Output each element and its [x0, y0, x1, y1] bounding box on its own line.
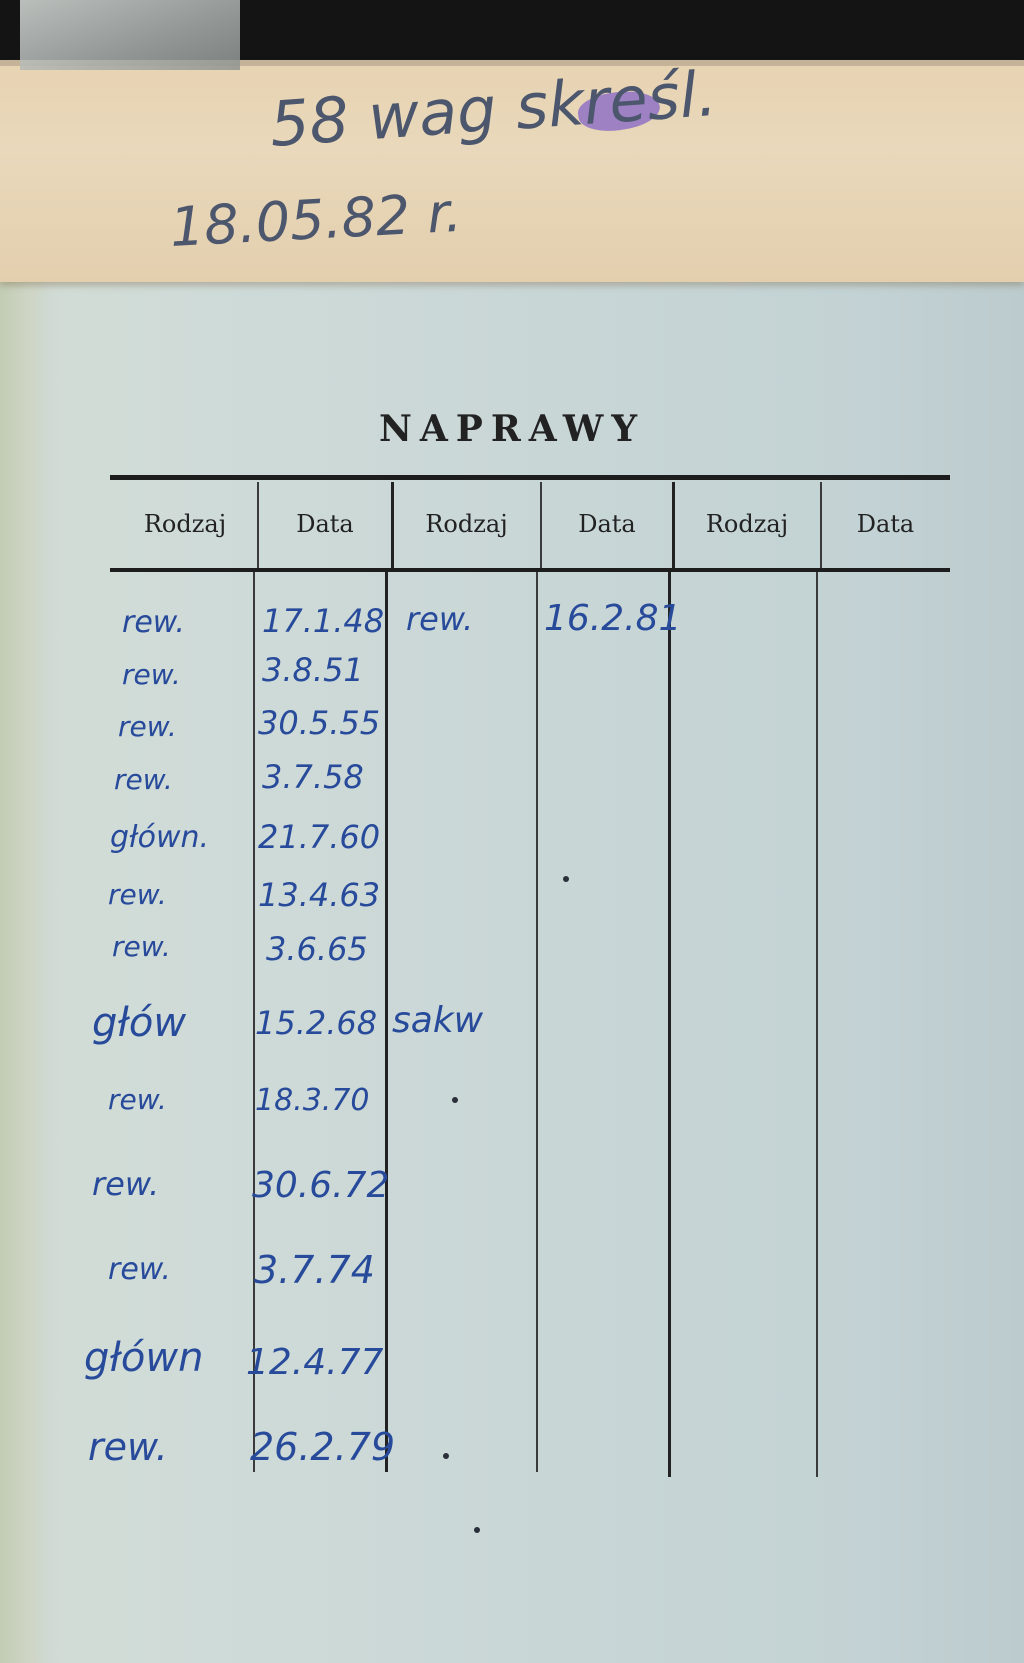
repair-kind: rew.: [122, 658, 181, 691]
repair-date: 12.4.77: [246, 1342, 384, 1383]
repair-date: 21.7.60: [258, 818, 381, 856]
repair-date: 30.6.72: [252, 1165, 390, 1206]
column-divider: [385, 572, 388, 1472]
header-rodzaj-2: Rodzaj: [425, 510, 508, 538]
column-divider: [668, 572, 671, 1477]
repair-kind: rew.: [108, 1083, 167, 1116]
repair-date: 17.1.48: [262, 602, 385, 640]
paper-speck: [474, 1527, 480, 1533]
header-divider: [820, 482, 822, 568]
card-edge: [0, 60, 50, 1663]
repair-kind: rew.: [112, 930, 171, 963]
handwritten-note-line1: 58 wag skreśl.: [267, 56, 719, 161]
header-rodzaj-1: Rodzaj: [143, 510, 227, 538]
repair-kind: rew.: [108, 878, 167, 911]
paper-speck: [452, 1097, 458, 1103]
header-data-1: Data: [296, 510, 354, 538]
repair-date: 18.3.70: [255, 1083, 370, 1118]
table-title: NAPRAWY: [378, 408, 646, 450]
repair-kind: główn: [84, 1335, 204, 1381]
header-rodzaj-3: Rodzaj: [705, 510, 789, 538]
repair-kind: rew.: [92, 1165, 160, 1203]
repair-date: 13.4.63: [258, 876, 381, 914]
header-divider: [540, 482, 542, 568]
repair-date: 3.6.65: [266, 930, 368, 968]
header-data-3: Data: [856, 510, 915, 538]
repair-date: 3.7.74: [254, 1248, 375, 1292]
repair-date: 3.8.51: [262, 651, 364, 689]
repair-kind: rew.: [88, 1425, 168, 1469]
repair-date: 30.5.55: [258, 704, 381, 742]
repair-date: 3.7.58: [262, 758, 364, 796]
repair-date: 16.2.81: [544, 598, 682, 639]
repair-kind: główn.: [110, 820, 210, 855]
repair-kind: sakw: [392, 1000, 484, 1041]
column-divider: [816, 572, 818, 1477]
repair-kind: rew.: [114, 763, 173, 796]
adhesive-tape: [20, 0, 240, 70]
repair-date: 26.2.79: [250, 1425, 396, 1469]
repair-kind: rew.: [118, 710, 177, 743]
repair-kind: głów: [92, 1000, 187, 1046]
handwritten-note-line2: 18.05.82 r.: [168, 180, 464, 259]
header-divider: [257, 482, 259, 568]
table-top-rule: [110, 475, 950, 480]
header-data-2: Data: [578, 510, 636, 538]
repair-kind: rew.: [108, 1252, 171, 1287]
paper-speck: [443, 1453, 449, 1459]
repair-kind: rew.: [122, 605, 185, 640]
column-divider: [536, 572, 538, 1472]
repair-kind: rew.: [406, 600, 474, 638]
paper-speck: [563, 876, 569, 882]
table-header-rule: [110, 568, 950, 572]
repair-date: 15.2.68: [255, 1004, 378, 1042]
card-page: [0, 60, 1024, 1663]
